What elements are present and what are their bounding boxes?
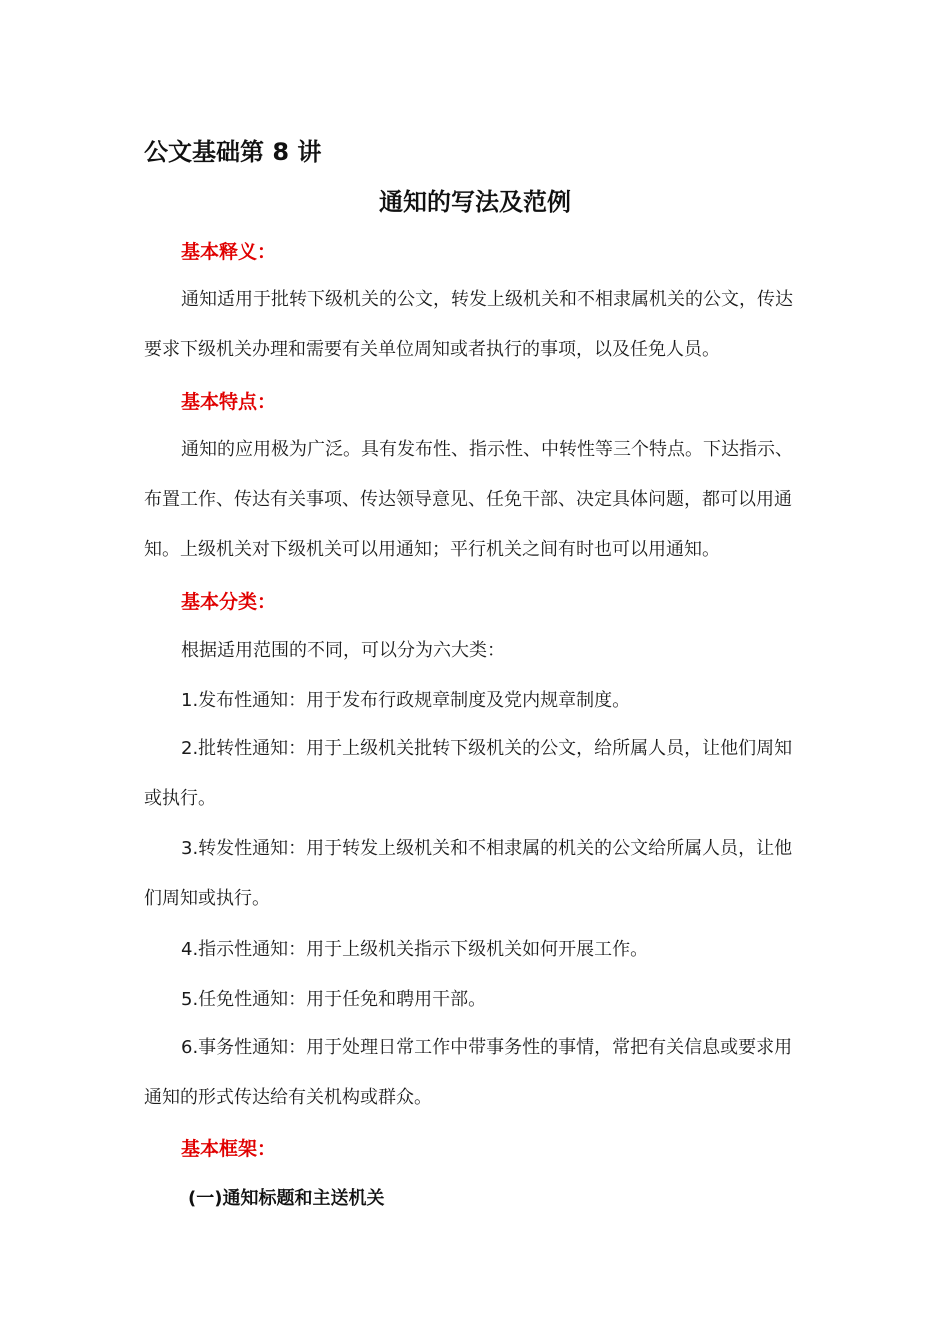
classification-item: 1.发布性通知：用于发布行政规章制度及党内规章制度。 — [181, 690, 631, 711]
document-title: 公文基础第 8 讲 — [144, 138, 322, 166]
framework-subheading: (一)通知标题和主送机关 — [188, 1188, 385, 1209]
classification-item: 3.转发性通知：用于转发上级机关和不相隶属的机关的公文给所属人员，让他们周知或执行。 — [144, 838, 793, 909]
classification-intro: 根据适用范围的不同，可以分为六大类： — [181, 640, 505, 661]
classification-item: 5.任免性通知：用于任免和聘用干部。 — [181, 989, 487, 1010]
classification-item: 4.指示性通知：用于上级机关指示下级机关如何开展工作。 — [181, 939, 649, 960]
definition-paragraph: 通知适用于批转下级机关的公文，转发上级机关和不相隶属机关的公文，传达要求下级机关办理和需要有关单位周知或者执行的事项，以及任免人员。 — [144, 289, 793, 360]
classification-item: 6.事务性通知：用于处理日常工作中带事务性的事情，常把有关信息或要求用通知的形式传达给有关机构或群众。 — [144, 1037, 793, 1108]
section-heading-classification: 基本分类： — [181, 591, 277, 613]
section-heading-features: 基本特点： — [181, 391, 277, 413]
features-paragraph: 通知的应用极为广泛。具有发布性、指示性、中转性等三个特点。下达指示、布置工作、传达有关事项、传达领导意见、任免干部、决定具体问题，都可以用通知。上级机关对下级机关可以用通知；平行机关之间有时也可以用通知。 — [144, 439, 793, 560]
section-heading-framework: 基本框架： — [181, 1138, 277, 1160]
section-heading-definition: 基本释义： — [181, 241, 277, 263]
classification-item: 2.批转性通知：用于上级机关批转下级机关的公文，给所属人员，让他们周知或执行。 — [144, 738, 793, 809]
document-subtitle: 通知的写法及范例 — [379, 188, 571, 216]
